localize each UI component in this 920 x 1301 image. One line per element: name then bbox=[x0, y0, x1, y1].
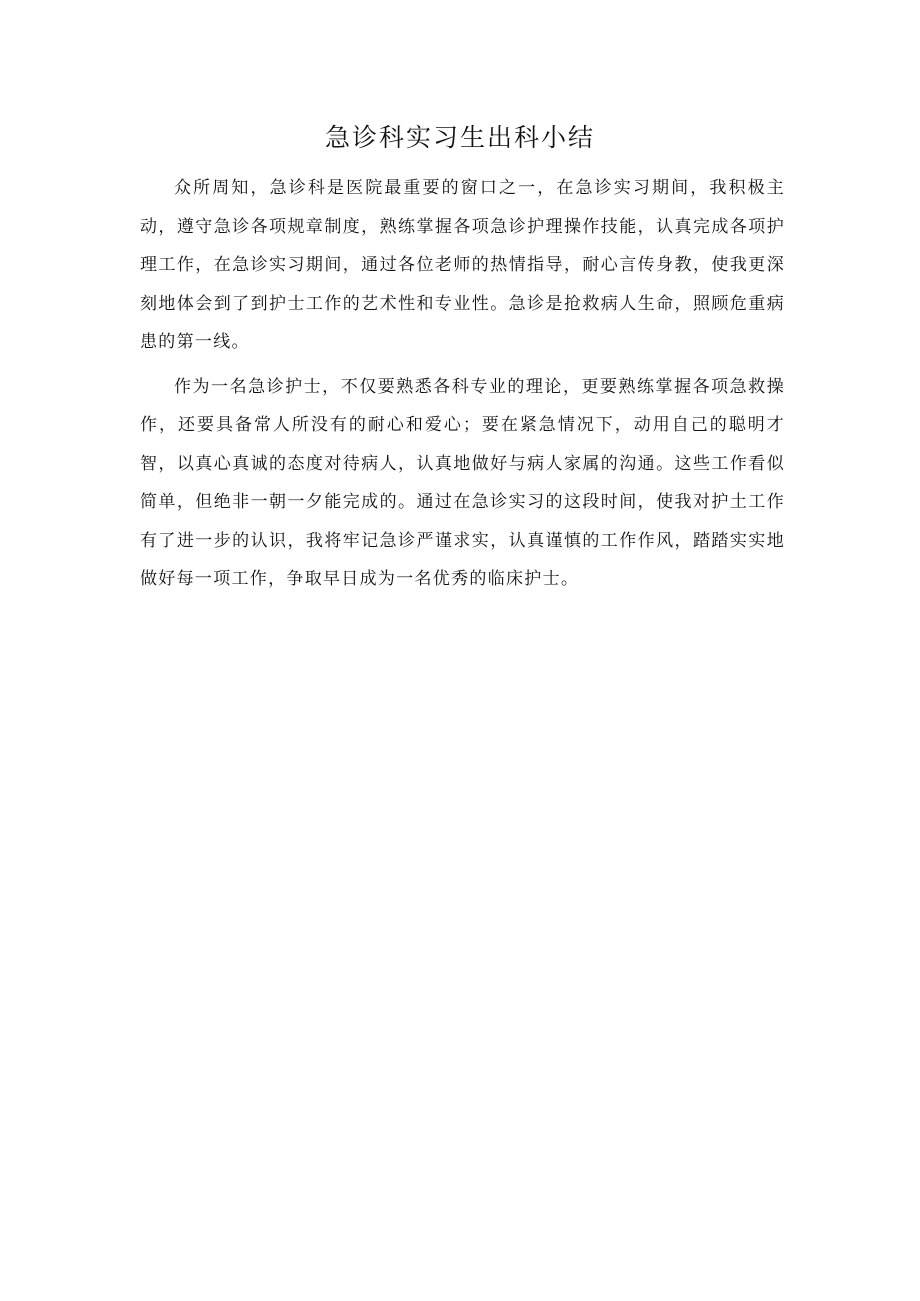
paragraph: 作为一名急诊护士，不仅要熟悉各科专业的理论，更要熟练掌握各项急救操作，还要具备常人所没有的耐心和爱心；要在紧急情况下，动用自己的聪明才智，以真心真诚的态度对待病人，认真地做好与病人家属的沟通。这些工作看似简单，但绝非一朝一夕能完成的。通过在急诊实习的这段时间，使我对护土工作有了进一步的认识，我将牢记急诊严谨求实，认真谨慎的工作作风，踏踏实实地做好每一项工作，争取早日成为一名优秀的临床护士。 bbox=[140, 376, 785, 589]
document-title: 急诊科实习生出科小结 bbox=[324, 123, 595, 152]
paragraph: 众所周知，急诊科是医院最重要的窗口之一，在急诊实习期间，我积极主动，遵守急诊各项规章制度，熟练掌握各项急诊护理操作技能，认真完成各项护理工作，在急诊实习期间，通过各位老师的热情指导，耐心言传身教，使我更深刻地体会到了到护士工作的艺术性和专业性。急诊是抢救病人生命，照顾危重病患的第一线。 bbox=[140, 178, 785, 352]
document-body bbox=[140, 169, 785, 605]
